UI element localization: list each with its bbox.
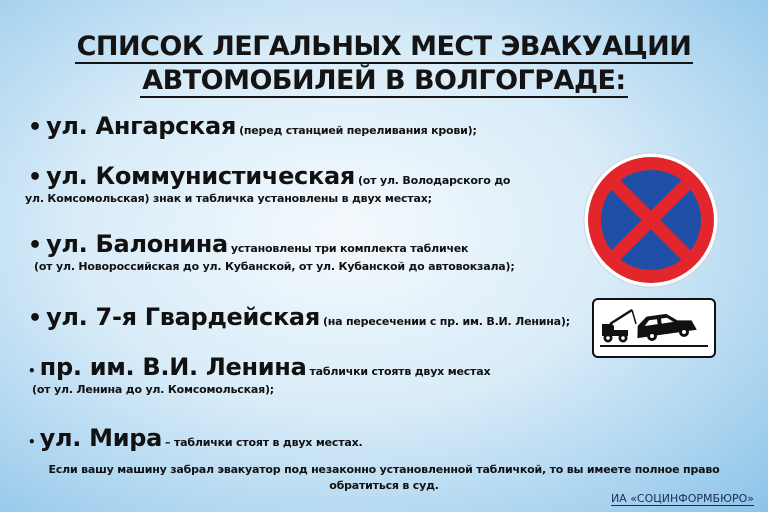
street-name: пр. им. В.И. Ленина [39, 353, 307, 381]
source-credit: ИА «СОЦИНФОРМБЮРО» [610, 492, 754, 505]
street-name: ул. Мира [39, 424, 163, 452]
street-note: – таблички стоят в двух местах. [165, 436, 363, 449]
street-name: ул. Ангарская [46, 112, 237, 140]
title-line-2: АВТОМОБИЛЕЙ В ВОЛГОГРАДЕ: [142, 65, 626, 96]
bullet: • [28, 434, 36, 449]
street-note: таблички стоятв двух местах [309, 365, 491, 378]
list-item [28, 353, 588, 396]
street-note-continued: ул. Комсомольская) знак и табличка установлены в двух местах; [25, 192, 432, 205]
no-stopping-sign-icon [583, 152, 719, 288]
street-name: ул. 7-я Гвардейская [46, 303, 320, 331]
street-name: ул. Балонина [46, 230, 228, 258]
street-note: (на пересечении с пр. им. В.И. Ленина); [322, 315, 570, 328]
list-item [25, 162, 588, 205]
page-title [0, 30, 768, 98]
footer-note [20, 462, 748, 494]
street-note-continued: (от ул. Новороссийская до ул. Кубанской, от ул. Кубанской до автовокзала); [34, 260, 515, 273]
bullet: • [28, 115, 43, 140]
list-item [28, 112, 588, 140]
street-note: (от ул. Володарского до [357, 174, 511, 187]
list-item [28, 230, 588, 273]
bullet: • [28, 165, 43, 190]
bullet: • [28, 306, 43, 331]
street-note: (перед станцией переливания крови); [239, 124, 477, 137]
list-item [28, 303, 588, 331]
bullet: • [28, 233, 43, 258]
title-line-1: СПИСОК ЛЕГАЛЬНЫХ МЕСТ ЭВАКУАЦИИ [76, 31, 692, 62]
street-note-continued: (от ул. Ленина до ул. Комсомольская); [32, 383, 274, 396]
street-note: установлены три комплекта табличек [230, 242, 469, 255]
footer-line-2: обратиться в суд. [329, 479, 439, 492]
list-item [28, 424, 588, 452]
bullet: • [28, 363, 36, 378]
tow-truck-sign-icon [592, 298, 716, 358]
footer-line-1: Если вашу машину забрал эвакуатор под незаконно установленной табличкой, то вы имеете полное право [48, 463, 720, 476]
street-name: ул. Коммунистическая [46, 162, 355, 190]
